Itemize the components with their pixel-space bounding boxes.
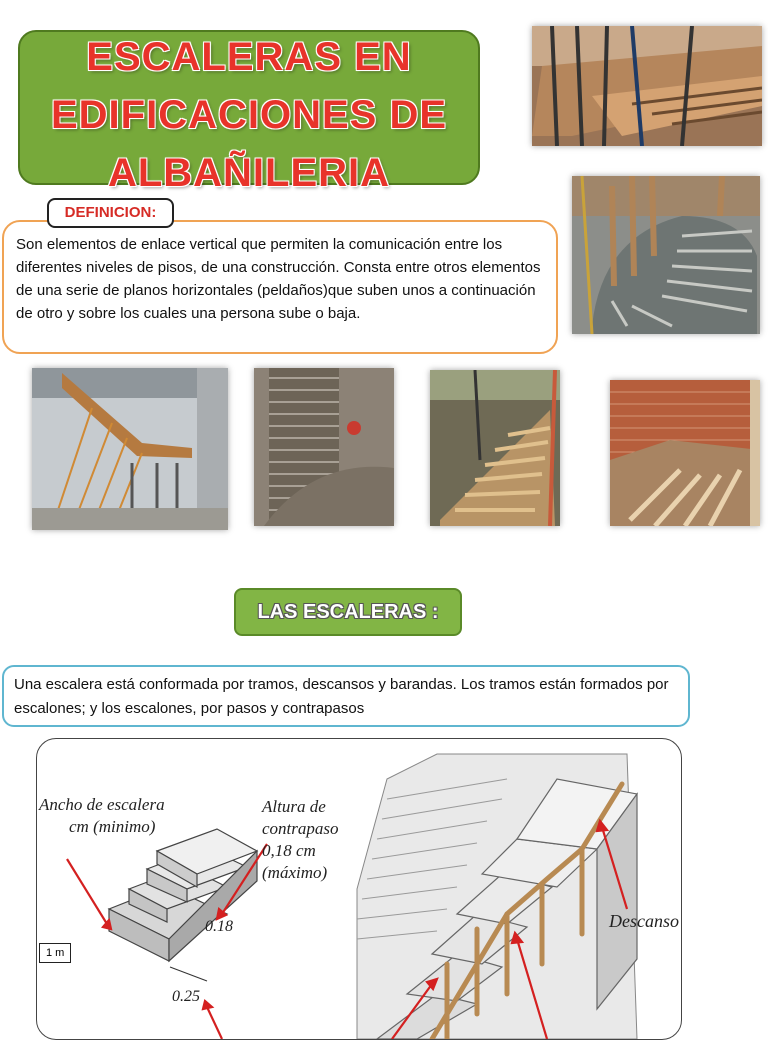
stair-diagram <box>36 738 682 1040</box>
section-text-box <box>2 665 690 727</box>
riser-label-4: (máximo) <box>262 863 328 882</box>
stair-rebar-photo <box>254 368 394 526</box>
width-label-1: Ancho de escalera <box>39 795 165 814</box>
title-line-1: ESCALERAS EN <box>86 35 412 79</box>
width-tag: 1 m <box>39 943 71 963</box>
stair-brick-wall-photo <box>610 380 760 526</box>
stair-wood-forms-photo <box>430 370 560 526</box>
riser-label-2: contrapaso <box>262 819 339 838</box>
page-title <box>18 28 480 202</box>
spiral-stair-formwork-photo <box>572 176 760 334</box>
stair-shoring-photo <box>32 368 228 530</box>
section-text: Una escalera está conformada por tramos, descansos y barandas. Los tramos están formados por escalones; y los escalones, por pasos y contrapasos <box>14 676 669 717</box>
width-label-2: cm (minimo) <box>69 817 156 836</box>
title-line-3: ALBAÑILERIA <box>107 151 391 195</box>
title-line-2: EDIFICACIONES DE <box>50 93 448 137</box>
riser-label-1: Altura de <box>262 797 326 816</box>
definition-label: DEFINICION: <box>47 198 174 228</box>
stair-drawing <box>37 739 681 1039</box>
definition-box <box>2 220 558 354</box>
stair-formwork-photo <box>532 26 762 146</box>
section-label: LAS ESCALERAS : <box>234 588 462 636</box>
riser-value: 0.18 <box>205 918 233 935</box>
tread-value: 0.25 <box>172 988 200 1005</box>
riser-label-3: 0,18 cm <box>262 841 316 860</box>
landing-label: Descanso <box>609 911 679 931</box>
definition-text: Son elementos de enlace vertical que permiten la comunicación entre los diferentes niveles de pisos, de una construcción. Consta entre otros elementos de una serie de planos horizontales (peldaños)que suben unos a continuación de otro y sobre los cuales una persona sube o baja. <box>16 236 541 322</box>
